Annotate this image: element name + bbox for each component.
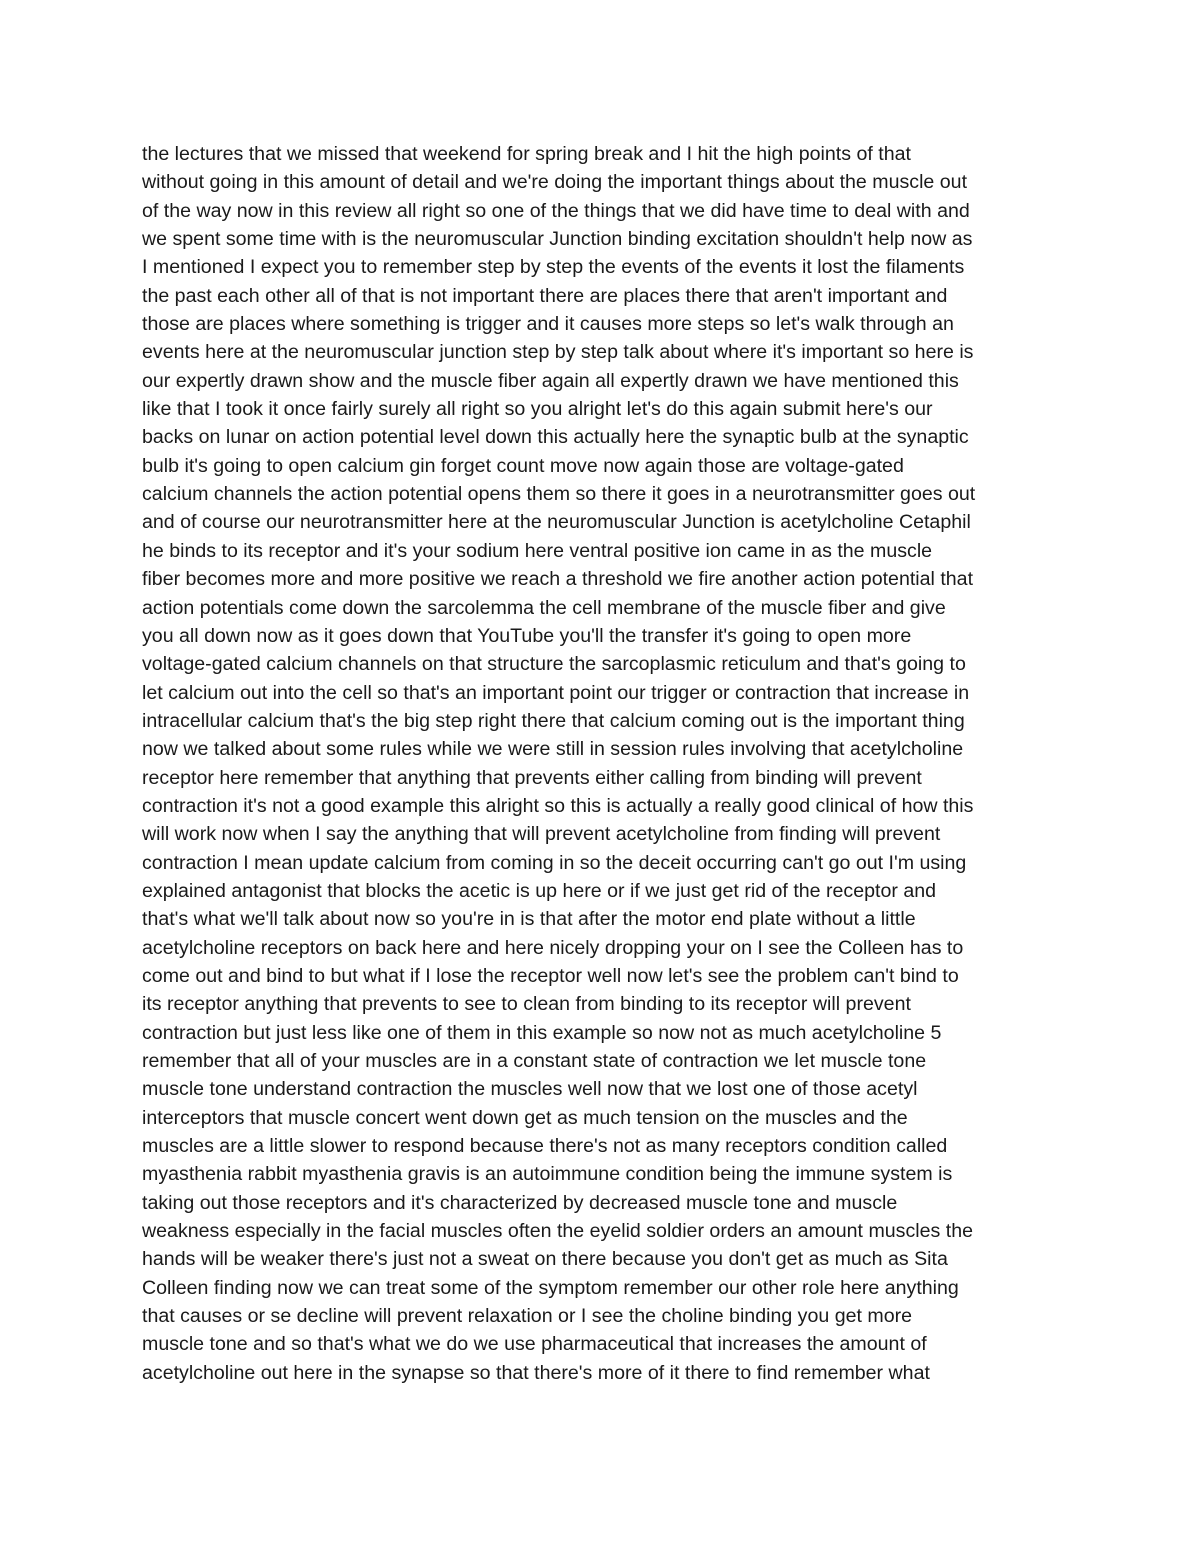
- text-line: the lectures that we missed that weekend for spring break and I hit the high points of that: [142, 143, 911, 165]
- text-line: contraction it's not a good example this alright so this is actually a really good clinical of how this: [142, 794, 974, 817]
- text-line: weakness especially in the facial muscles often the eyelid soldier orders an amount muscles the: [142, 1220, 973, 1243]
- text-line: the past each other all of that is not important there are places there that aren't important and: [142, 284, 948, 307]
- text-line: intracellular calcium that's the big step right there that calcium coming out is the important thing: [142, 709, 965, 732]
- text-line: I mentioned I expect you to remember step by step the events of the events it lost the filaments: [142, 256, 965, 279]
- text-line: explained antagonist that blocks the acetic is up here or if we just get rid of the receptor and: [142, 879, 937, 902]
- text-line: myasthenia rabbit myasthenia gravis is an autoimmune condition being the immune system is: [142, 1163, 953, 1186]
- text-line: voltage-gated calcium channels on that structure the sarcoplasmic reticulum and that's going to: [142, 653, 966, 676]
- text-line: events here at the neuromuscular junction step by step talk about where it's important so here is: [142, 341, 974, 364]
- text-line: bulb it's going to open calcium gin forget count move now again those are voltage-gated: [142, 454, 904, 477]
- text-line: come out and bind to but what if I lose the receptor well now let's see the problem can't bind to: [142, 964, 959, 987]
- text-line: calcium channels the action potential opens them so there it goes in a neurotransmitter goes out: [142, 483, 976, 506]
- text-line: like that I took it once fairly surely all right so you alright let's do this again submit here's our: [142, 398, 933, 421]
- text-line: those are places where something is trigger and it causes more steps so let's walk through an: [142, 313, 954, 336]
- text-line: action potentials come down the sarcolemma the cell membrane of the muscle fiber and give: [142, 596, 946, 619]
- text-line: fiber becomes more and more positive we reach a threshold we fire another action potential that: [142, 568, 974, 591]
- text-line: its receptor anything that prevents to see to clean from binding to its receptor will prevent: [142, 993, 911, 1016]
- text-line: interceptors that muscle concert went down get as much tension on the muscles and the: [142, 1106, 908, 1129]
- text-line: acetylcholine out here in the synapse so that there's more of it there to find remember what: [142, 1361, 930, 1384]
- text-line: hands will be weaker there's just not a sweat on there because you don't get as much as Sita: [142, 1248, 948, 1271]
- text-line: now we talked about some rules while we were still in session rules involving that acetylcholine: [142, 738, 964, 761]
- text-line: our expertly drawn show and the muscle fiber again all expertly drawn we have mentioned this: [142, 369, 959, 392]
- text-line: receptor here remember that anything that prevents either calling from binding will prevent: [142, 766, 922, 789]
- text-line: taking out those receptors and it's characterized by decreased muscle tone and muscle: [142, 1191, 898, 1214]
- text-line: that causes or se decline will prevent relaxation or I see the choline binding you get more: [142, 1305, 913, 1328]
- text-line: that's what we'll talk about now so you're in is that after the motor end plate without a little: [142, 908, 916, 931]
- text-line: remember that all of your muscles are in a constant state of contraction we let muscle tone: [142, 1050, 927, 1072]
- text-line: contraction I mean update calcium from coming in so the deceit occurring can't go out I'm using: [142, 851, 967, 874]
- text-line: acetylcholine receptors on back here and here nicely dropping your on I see the Colleen has to: [142, 936, 964, 959]
- text-line: you all down now as it goes down that YouTube you'll the transfer it's going to open more: [142, 624, 912, 647]
- text-line: muscles are a little slower to respond because there's not as many receptors condition called: [142, 1135, 948, 1158]
- text-line: let calcium out into the cell so that's an important point our trigger or contraction that increase in: [142, 681, 970, 704]
- transcript-text: [142, 140, 1082, 1387]
- text-line: contraction but just less like one of them in this example so now not as much acetylcholine 5: [142, 1021, 942, 1044]
- text-line: he binds to its receptor and it's your sodium here ventral positive ion came in as the muscle: [142, 539, 933, 562]
- text-line: backs on lunar on action potential level down this actually here the synaptic bulb at the synaptic: [142, 426, 969, 449]
- text-line: and of course our neurotransmitter here at the neuromuscular Junction is acetylcholine Cetaphil: [142, 511, 971, 534]
- text-line: without going in this amount of detail and we're doing the important things about the muscle out: [142, 171, 968, 194]
- text-line: will work now when I say the anything that will prevent acetylcholine from finding will prevent: [142, 823, 941, 846]
- text-line: muscle tone and so that's what we do we use pharmaceutical that increases the amount of: [142, 1333, 927, 1356]
- text-line: muscle tone understand contraction the muscles well now that we lost one of those acetyl: [142, 1078, 918, 1101]
- text-line: we spent some time with is the neuromuscular Junction binding excitation shouldn't help now as: [142, 228, 973, 251]
- text-line: of the way now in this review all right so one of the things that we did have time to deal with and: [142, 199, 970, 222]
- text-line: Colleen finding now we can treat some of the symptom remember our other role here anything: [142, 1276, 959, 1299]
